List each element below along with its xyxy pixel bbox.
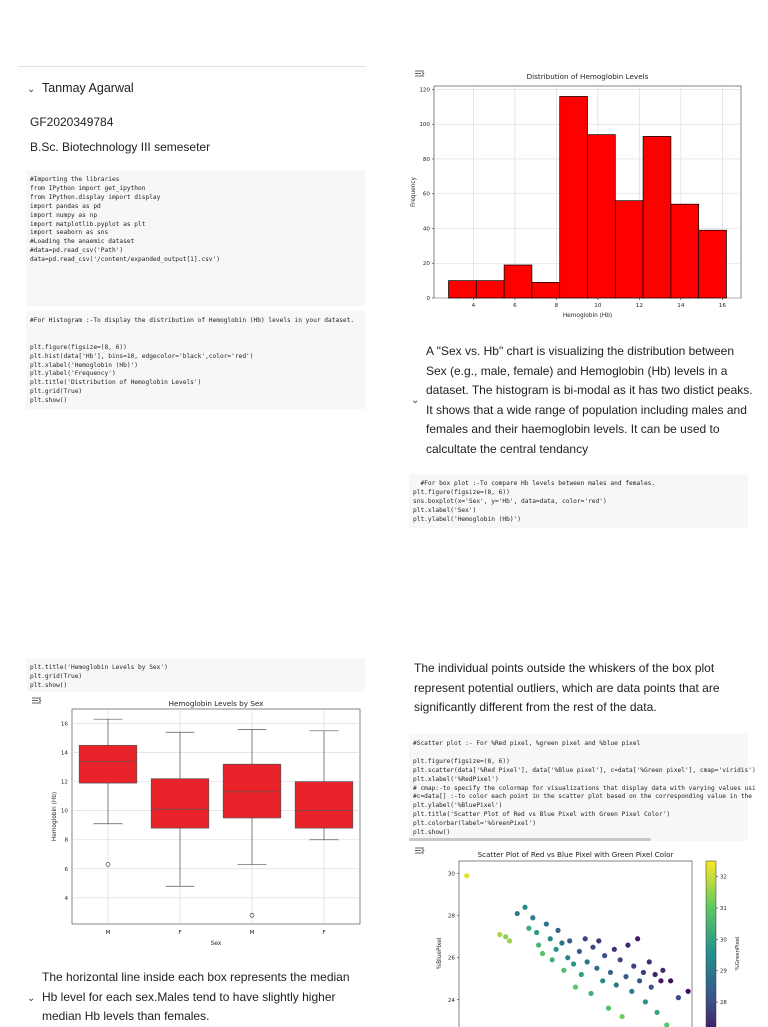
x-tick-label: M [249,930,255,936]
box [223,764,281,818]
y-tick-label: 40 [422,226,430,233]
y-tick-label: 10 [60,808,68,815]
histogram-bar [476,281,504,298]
scatter-point [534,930,539,935]
y-tick-label: 28 [447,913,455,920]
y-axis-label: Hemoglobin (Hb) [52,791,58,842]
chevron-down-icon[interactable]: ⌄ [411,395,420,406]
scatter-point [620,1014,625,1019]
colorbar-label: %GreenPixel [735,936,741,971]
y-tick-label: 100 [419,122,430,129]
plot-area [459,861,692,1027]
colorbar-tick-label: 30 [720,937,727,944]
chart-title: Distribution of Hemoglobin Levels [526,72,649,81]
y-tick-label: 12 [60,779,68,786]
scatter-point [618,957,623,962]
scatter-point [559,940,564,945]
histogram-bar [699,230,727,298]
box [151,779,209,828]
colorbar-tick-label: 32 [720,874,727,881]
scatter-point [540,951,545,956]
code-cell-histogram[interactable]: #For Histogram :-To display the distribution of Hemoglobin (Hb) levels in your dataset. plt.figure(figsize=(8, 6)) plt.hist(data['Hb'], bins=10, edgecolor='black',color='red') plt.xlabel('Hemoglobin (Hb)') plt.ylabel('Frequency') plt.title('Distribution of Hemoglobin Levels') plt.grid(True) plt.show() [26,311,365,409]
x-tick-label: 10 [594,303,602,309]
student-id: GF2020349784 [30,115,114,129]
scatter-point [561,968,566,973]
colorbar-tick-label: 28 [720,1000,727,1007]
scatter-point [548,936,553,941]
y-tick-label: 16 [60,721,68,728]
scatter-point [606,1006,611,1011]
author-name: Tanmay Agarwal [42,81,134,95]
y-tick-label: 8 [64,837,68,844]
y-tick-label: 30 [447,871,455,878]
scatter-point [571,961,576,966]
scatter-point [530,915,535,920]
scatter-point [553,947,558,952]
scatter-point [637,978,642,983]
y-tick-label: 6 [64,866,68,873]
y-tick-label: 120 [419,87,430,94]
scatter-point [612,947,617,952]
scatter-point [507,938,512,943]
y-axis-label: %BluePixel [437,937,443,970]
y-axis-label: Frequency [411,177,417,207]
scatter-point [602,953,607,958]
histogram-bar [588,135,616,298]
scatter-point [503,934,508,939]
scatter-point [649,985,654,990]
colorbar-tick-label: 31 [720,906,727,913]
scatter-point [623,974,628,979]
histogram-bar [504,265,532,298]
section-divider [18,66,366,67]
box [79,745,137,783]
y-tick-label: 20 [422,261,430,268]
x-tick-label: 6 [513,303,517,309]
histogram-chart [411,68,745,322]
x-tick-label: 12 [635,303,643,309]
scatter-point [536,942,541,947]
scatter-chart [425,846,760,1024]
x-axis-label: Hemoglobin (Hb) [562,313,613,319]
scatter-point [668,978,673,983]
scatter-point [629,989,634,994]
chart-title: Hemoglobin Levels by Sex [168,699,264,708]
sex-hb-description: A "Sex vs. Hb" chart is visualizing the distribution between Sex (e.g., male, female) and Hemoglobin (Hb) levels in a dataset. The histogram is bi-modal as it has two distict peaks. It shows that a wide range of population including males and females and their haemoglobin levels. It can be used to calcultate the central tendancy [426,344,753,456]
median-description: The horizontal line inside each box represents the median Hb level for each sex.Males tend to have slightly higher median Hb levels than females. [42,970,350,1024]
scatter-point [654,1010,659,1015]
colorbar-tick-label: 29 [720,968,727,975]
x-tick-label: 14 [677,303,685,309]
scatter-point [515,911,520,916]
code-cell-scatter[interactable]: #Scatter plot :- For %Red pixel, %green pixel and %blue pixel plt.figure(figsize=(8, 6)) plt.scatter(data['%Red Pixel'], data['%Blue pixel'], c=data['%Green pixel'], cmap='viridis') plt.xlabel('%RedPixel') # cmap:-to specify the colormap for visualizations that display data with varying values usi #c=data[] :-to color each point in the scatter plot based on the corresponding value in the plt.ylabel('%BluePixel') plt.title('Scatter Plot of Red vs Blue Pixel with Green Pixel Color') plt.colorbar(label='%GreenPixel') plt.show() [409,734,748,841]
x-tick-label: 4 [471,303,476,309]
scatter-point [579,972,584,977]
scatter-point [497,932,502,937]
scatter-point [614,982,619,987]
scatter-point [567,938,572,943]
output-toggle-icon[interactable] [414,69,425,78]
code-cell-boxplot[interactable]: #For box plot :-To compare Hb levels between males and females. plt.figure(figsize=(8, 6)) sns.boxplot(x='Sex', y='Hb', data=data, color='red') plt.xlabel('Sex') plt.ylabel('Hemoglobin (Hb)') [409,474,748,528]
scatter-point [522,905,527,910]
chevron-down-icon[interactable]: ⌄ [27,993,36,1004]
scatter-point [676,995,681,1000]
scatter-point [590,945,595,950]
code-cell-boxplot-continued[interactable]: plt.title('Hemoglobin Levels by Sex') plt.grid(True) plt.show() [26,658,365,692]
x-axis-label: Sex [210,941,222,947]
outliers-description: The individual points outside the whiskers of the box plot represent potential outliers, which are data points that are significantly different from the rest of the data. [414,661,720,715]
scatter-point [641,970,646,975]
y-tick-label: 80 [422,156,430,163]
output-toggle-icon[interactable] [414,846,425,855]
scatter-point [643,999,648,1004]
y-tick-label: 26 [447,955,455,962]
boxplot-chart [44,696,366,950]
x-tick-label: M [105,930,111,936]
scatter-point [544,921,549,926]
y-tick-label: 4 [64,895,68,902]
scatter-point [555,928,560,933]
output-toggle-icon[interactable] [31,696,42,705]
code-cell-imports[interactable]: #Importing the libraries from IPython import get_ipython from IPython.display import display import pandas as pd import numpy as np import matplotlib.pyplot as plt import seaborn as sns #Loading the anaemic dataset #data=pd.read_csv('Path') data=pd.read_csv('/content/expanded_output[1].csv') [26,170,365,306]
scatter-point [686,989,691,994]
scatter-point [573,985,578,990]
x-tick-label: F [178,930,182,936]
scatter-point [608,970,613,975]
chevron-down-icon[interactable]: ⌄ [27,84,36,95]
chart-title: Scatter Plot of Red vs Blue Pixel with Green Pixel Color [477,850,674,859]
course-name: B.Sc. Biotechnology III semeseter [30,140,211,154]
y-tick-label: 14 [60,750,68,757]
scatter-point [600,978,605,983]
scatter-point [658,978,663,983]
scatter-point [464,873,469,878]
scatter-point [635,936,640,941]
y-tick-label: 60 [422,191,430,198]
horizontal-scrollbar[interactable] [409,838,651,841]
y-tick-label: 24 [447,997,455,1004]
scatter-point [660,968,665,973]
box [295,782,353,828]
scatter-point [596,938,601,943]
histogram-bar [615,201,643,298]
x-tick-label: 16 [718,303,726,309]
x-tick-label: F [322,930,326,936]
histogram-bar [671,204,699,298]
scatter-point [583,936,588,941]
scatter-point [550,957,555,962]
scatter-point [588,991,593,996]
scatter-point [631,964,636,969]
histogram-bar [532,282,560,298]
histogram-bar [560,96,588,298]
scatter-point [565,955,570,960]
y-tick-label: 0 [426,296,430,302]
scatter-point [585,959,590,964]
colorbar [706,861,716,1027]
histogram-bar [643,136,671,298]
scatter-point [526,926,531,931]
scatter-point [594,966,599,971]
histogram-bar [449,281,477,298]
x-tick-label: 8 [554,303,559,309]
scatter-point [577,949,582,954]
scatter-point [653,972,658,977]
scatter-point [625,942,630,947]
scatter-point [647,959,652,964]
